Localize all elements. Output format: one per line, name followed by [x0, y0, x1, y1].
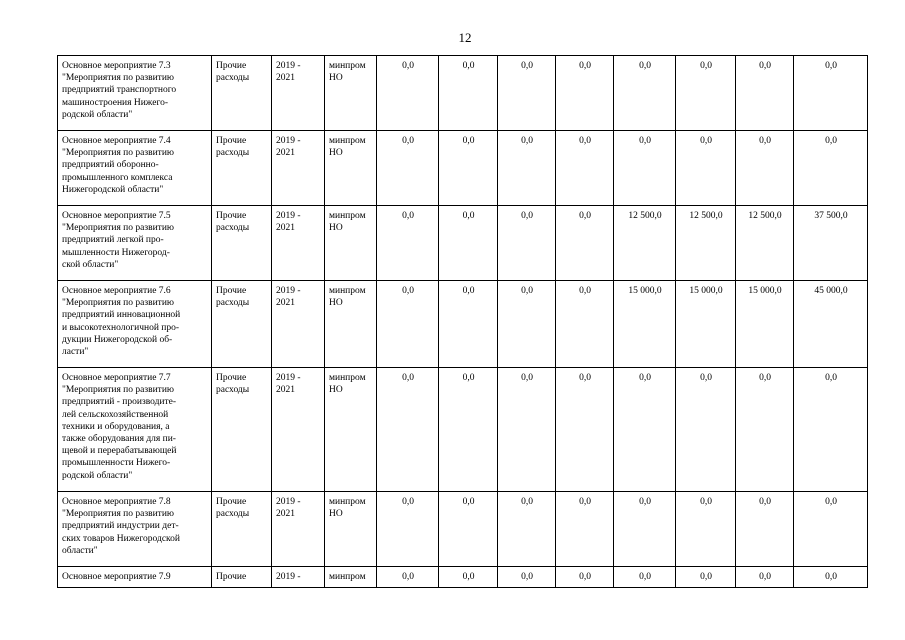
table-row	[58, 567, 868, 588]
value-cell: 0,0	[377, 131, 439, 206]
value-cell: 12 500,0	[736, 206, 794, 281]
value-cell: 0,0	[498, 206, 556, 281]
table-row	[58, 131, 868, 206]
measure-name: Основное мероприятие 7.4 "Мероприятия по развитию предприятий оборонно- промышленного комплекса Нижегородской области"	[58, 131, 212, 206]
value-cell: 12 500,0	[614, 206, 676, 281]
value-cell: 0,0	[556, 206, 614, 281]
value-cell: 0,0	[794, 131, 868, 206]
value-cell: 0,0	[736, 492, 794, 567]
value-cell: 0,0	[377, 567, 439, 588]
expense-type: Прочие расходы	[212, 281, 272, 368]
table-row	[58, 281, 868, 368]
value-cell: 0,0	[498, 56, 556, 131]
value-cell: 0,0	[736, 567, 794, 588]
value-cell: 0,0	[377, 281, 439, 368]
period-cell: 2019 - 2021	[272, 56, 325, 131]
expense-type: Прочие расходы	[212, 492, 272, 567]
table-body	[58, 56, 868, 588]
value-cell: 15 000,0	[614, 281, 676, 368]
value-cell: 0,0	[556, 492, 614, 567]
value-cell: 0,0	[439, 492, 498, 567]
value-cell: 0,0	[556, 567, 614, 588]
value-cell: 0,0	[614, 368, 676, 492]
period-cell: 2019 - 2021	[272, 281, 325, 368]
value-cell: 0,0	[498, 492, 556, 567]
measure-name: Основное мероприятие 7.8 "Мероприятия по развитию предприятий индустрии дет- ских товаров Нижегородской области"	[58, 492, 212, 567]
value-cell: 0,0	[498, 567, 556, 588]
value-cell: 0,0	[614, 492, 676, 567]
value-cell: 0,0	[377, 368, 439, 492]
value-cell: 0,0	[439, 206, 498, 281]
value-cell: 0,0	[736, 56, 794, 131]
value-cell: 0,0	[676, 368, 736, 492]
value-cell: 0,0	[794, 492, 868, 567]
value-cell: 0,0	[439, 281, 498, 368]
value-cell: 0,0	[556, 368, 614, 492]
expense-type: Прочие расходы	[212, 206, 272, 281]
value-cell: 15 000,0	[676, 281, 736, 368]
value-cell: 0,0	[794, 368, 868, 492]
table-row	[58, 206, 868, 281]
value-cell: 0,0	[794, 567, 868, 588]
executor-cell: минпром НО	[325, 131, 377, 206]
value-cell: 0,0	[556, 131, 614, 206]
value-cell: 0,0	[614, 567, 676, 588]
executor-cell: минпром НО	[325, 56, 377, 131]
page-number: 12	[458, 30, 472, 45]
table-row	[58, 56, 868, 131]
value-cell: 0,0	[498, 131, 556, 206]
value-cell: 0,0	[794, 56, 868, 131]
executor-cell: минпром НО	[325, 281, 377, 368]
value-cell: 0,0	[377, 492, 439, 567]
measure-name: Основное мероприятие 7.9	[58, 567, 212, 588]
table-row	[58, 368, 868, 492]
value-cell: 0,0	[498, 281, 556, 368]
expense-type: Прочие	[212, 567, 272, 588]
value-cell: 0,0	[556, 281, 614, 368]
table-row	[58, 492, 868, 567]
measure-name: Основное мероприятие 7.3 "Мероприятия по развитию предприятий транспортного машиностроения Нижего- родской области"	[58, 56, 212, 131]
measure-name: Основное мероприятие 7.6 "Мероприятия по развитию предприятий инновационной и высокотехнологичной про- дукции Нижегородской об- ласти"	[58, 281, 212, 368]
period-cell: 2019 -	[272, 567, 325, 588]
value-cell: 0,0	[676, 492, 736, 567]
value-cell: 0,0	[439, 131, 498, 206]
period-cell: 2019 - 2021	[272, 206, 325, 281]
value-cell: 15 000,0	[736, 281, 794, 368]
expense-type: Прочие расходы	[212, 368, 272, 492]
measure-name: Основное мероприятие 7.7 "Мероприятия по развитию предприятий - производите- лей сельскохозяйственной техники и оборудования, а также оборудования для пи- щевой и перерабатывающей промышленности Нижего- родской области"	[58, 368, 212, 492]
value-cell: 0,0	[614, 56, 676, 131]
value-cell: 0,0	[439, 56, 498, 131]
value-cell: 12 500,0	[676, 206, 736, 281]
value-cell: 0,0	[377, 206, 439, 281]
value-cell: 45 000,0	[794, 281, 868, 368]
value-cell: 0,0	[676, 131, 736, 206]
value-cell: 0,0	[676, 56, 736, 131]
value-cell: 0,0	[498, 368, 556, 492]
value-cell: 0,0	[556, 56, 614, 131]
executor-cell: минпром НО	[325, 206, 377, 281]
value-cell: 0,0	[736, 131, 794, 206]
period-cell: 2019 - 2021	[272, 131, 325, 206]
expense-type: Прочие расходы	[212, 56, 272, 131]
measure-name: Основное мероприятие 7.5 "Мероприятия по развитию предприятий легкой про- мышленности Нижегород- ской области"	[58, 206, 212, 281]
value-cell: 0,0	[614, 131, 676, 206]
executor-cell: минпром НО	[325, 368, 377, 492]
value-cell: 0,0	[377, 56, 439, 131]
period-cell: 2019 - 2021	[272, 368, 325, 492]
period-cell: 2019 - 2021	[272, 492, 325, 567]
executor-cell: минпром	[325, 567, 377, 588]
value-cell: 0,0	[676, 567, 736, 588]
budget-table	[57, 55, 868, 588]
value-cell: 0,0	[736, 368, 794, 492]
value-cell: 0,0	[439, 567, 498, 588]
value-cell: 37 500,0	[794, 206, 868, 281]
executor-cell: минпром НО	[325, 492, 377, 567]
value-cell: 0,0	[439, 368, 498, 492]
expense-type: Прочие расходы	[212, 131, 272, 206]
